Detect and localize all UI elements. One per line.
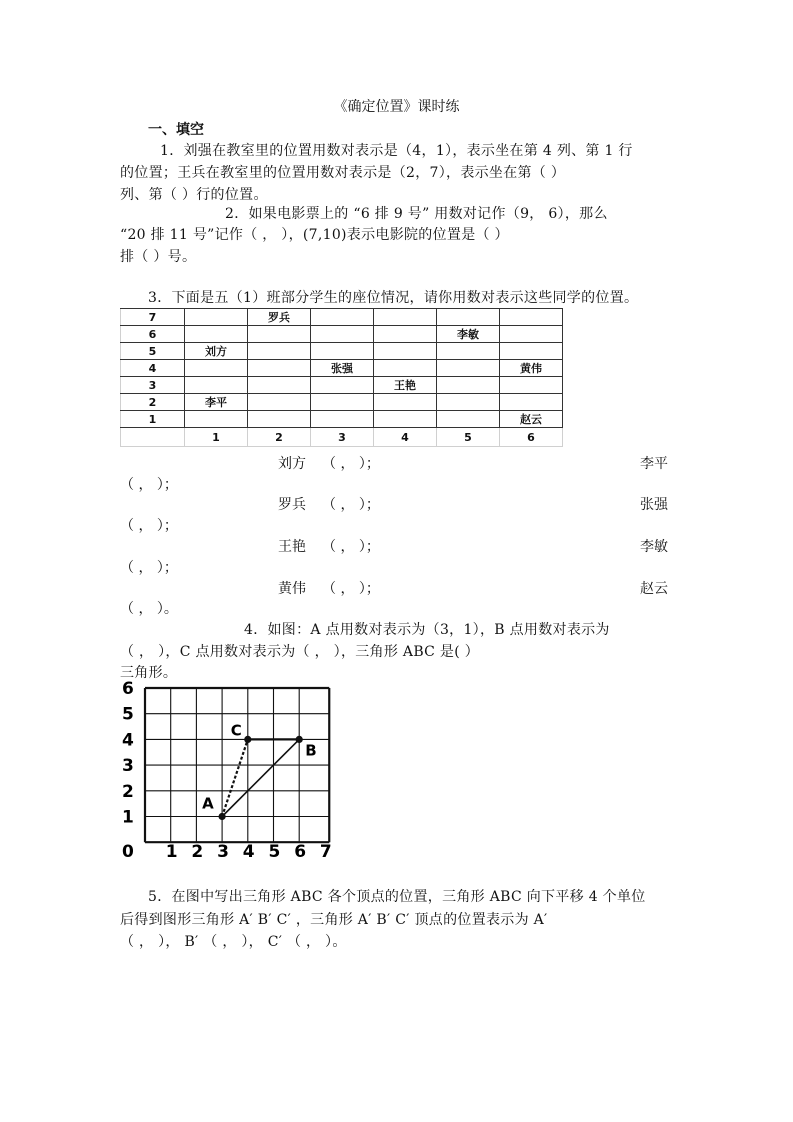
seat-cell: 张强 <box>311 360 374 377</box>
seat-row <box>121 360 563 377</box>
answer-name: 罗兵 <box>278 497 306 513</box>
seat-cell: 罗兵 <box>248 309 311 326</box>
q2-line3: 排（ ）号。 <box>120 249 197 265</box>
seat-cell: 王艳 <box>374 377 437 394</box>
point-label: C <box>230 721 242 740</box>
q1-line2: 的位置；王兵在教室里的位置用数对表示是（2，7），表示坐在第（ ） <box>120 165 566 181</box>
seat-cell <box>185 326 248 343</box>
q2-line2: “20 排 11 号”记作（ ， ），(7,10)表示电影院的位置是（ ） <box>120 227 509 243</box>
answer-blank: （ ， ）； <box>120 477 178 493</box>
column-axis <box>121 428 563 447</box>
seat-row <box>121 411 563 428</box>
seat-cell <box>185 377 248 394</box>
row-label: 2 <box>121 394 185 411</box>
seat-row <box>121 326 563 343</box>
y-axis-label: 5 <box>122 704 134 725</box>
row-label: 7 <box>121 309 185 326</box>
seat-row <box>121 377 563 394</box>
seat-cell: 李平 <box>185 394 248 411</box>
seat-cell <box>311 309 374 326</box>
seat-cell <box>185 309 248 326</box>
x-axis-label: 6 <box>294 842 307 862</box>
seat-cell <box>248 377 311 394</box>
q5-line2: 后得到图形三角形 A′ B′ C′ ，三角形 A′ B′ C′ 顶点的位置表示为 A′ <box>120 912 548 928</box>
point-label: B <box>305 741 317 760</box>
column-label: 3 <box>311 428 374 447</box>
page-title: 《确定位置》课时练 <box>333 99 460 115</box>
x-axis-label: 2 <box>191 842 204 862</box>
q4-line1: 4．如图：A 点用数对表示为（3，1），B 点用数对表示为 <box>244 622 610 638</box>
q1-line1: 1．刘强在教室里的位置用数对表示是（4，1），表示坐在第 4 列、第 1 行 <box>160 143 633 159</box>
row-label: 3 <box>121 377 185 394</box>
answer-name: 张强 <box>640 497 668 513</box>
answer-name: 刘方 <box>278 456 306 472</box>
seat-row <box>121 394 563 411</box>
seat-cell <box>374 360 437 377</box>
seat-cell <box>437 377 500 394</box>
seat-cell: 黄伟 <box>500 360 563 377</box>
x-axis-label: 0 <box>122 842 134 862</box>
seat-cell: 李敏 <box>437 326 500 343</box>
seat-cell <box>500 326 563 343</box>
seat-cell <box>311 326 374 343</box>
seat-cell <box>374 394 437 411</box>
seat-cell <box>437 360 500 377</box>
seat-cell <box>437 394 500 411</box>
row-label: 6 <box>121 326 185 343</box>
point-c <box>244 736 251 743</box>
row-label: 1 <box>121 411 185 428</box>
seat-cell <box>500 377 563 394</box>
grid-labels <box>122 680 332 862</box>
seat-row <box>121 343 563 360</box>
y-axis-label: 6 <box>122 680 134 699</box>
seat-cell <box>185 411 248 428</box>
seat-cell <box>437 411 500 428</box>
column-label: 1 <box>185 428 248 447</box>
seat-cell <box>311 377 374 394</box>
answer-name: 李敏 <box>640 539 668 555</box>
axis-corner <box>121 428 185 447</box>
triangle-edge <box>222 739 299 816</box>
seat-cell <box>500 309 563 326</box>
seat-cell <box>437 309 500 326</box>
q2-line1: 2．如果电影票上的 “6 排 9 号” 用数对记作（9， 6），那么 <box>225 206 608 222</box>
answer-name: 李平 <box>640 456 668 472</box>
answer-blank: （ ， ）。 <box>120 601 178 617</box>
y-axis-label: 3 <box>122 756 134 777</box>
seat-cell <box>311 394 374 411</box>
answer-blank: （ ， ）； <box>120 560 178 576</box>
seat-cell <box>500 343 563 360</box>
point-a <box>219 813 226 820</box>
row-label: 4 <box>121 360 185 377</box>
answer-blank: （ ， ）； <box>322 497 380 513</box>
seat-cell <box>311 343 374 360</box>
seat-row <box>121 309 563 326</box>
answer-blank: （ ， ）； <box>120 518 178 534</box>
x-axis-label: 1 <box>165 842 178 862</box>
seat-cell <box>248 326 311 343</box>
row-label: 5 <box>121 343 185 360</box>
grid-lines <box>145 688 329 842</box>
seat-cell <box>374 343 437 360</box>
y-axis-label: 1 <box>122 807 134 828</box>
coordinate-figure <box>118 680 348 862</box>
triangle-edge <box>222 739 248 816</box>
column-label: 4 <box>374 428 437 447</box>
seat-cell <box>374 411 437 428</box>
x-axis-label: 3 <box>217 842 229 862</box>
answer-name: 王艳 <box>278 539 306 555</box>
column-label: 5 <box>437 428 500 447</box>
seat-cell <box>248 343 311 360</box>
column-label: 6 <box>500 428 563 447</box>
q5-line3: （ ， ）， B′ （ ， ）， C′ （ ， ）。 <box>120 934 347 950</box>
seat-cell <box>185 360 248 377</box>
seat-cell <box>374 326 437 343</box>
seat-cell <box>437 343 500 360</box>
answer-name: 黄伟 <box>278 581 306 597</box>
column-label: 2 <box>248 428 311 447</box>
seat-cell <box>374 309 437 326</box>
answer-blank: （ ， ）； <box>322 581 380 597</box>
q4-line3: 三角形。 <box>120 665 178 681</box>
section-heading: 一、填空 <box>148 122 204 138</box>
point-label: A <box>202 794 214 813</box>
answer-name: 赵云 <box>640 581 668 597</box>
y-axis-label: 4 <box>122 730 134 751</box>
q3-intro: 3．下面是五（1）班部分学生的座位情况，请你用数对表示这些同学的位置。 <box>148 290 639 306</box>
answer-blank: （ ， ）； <box>322 456 380 472</box>
q4-line2: （ ， ），C 点用数对表示为（ ， ），三角形 ABC 是( ） <box>120 644 480 660</box>
seat-cell <box>248 394 311 411</box>
seat-cell: 刘方 <box>185 343 248 360</box>
point-b <box>296 736 303 743</box>
q5-line1: 5．在图中写出三角形 ABC 各个顶点的位置，三角形 ABC 向下平移 4 个单位 <box>148 889 646 905</box>
y-axis-label: 2 <box>122 781 134 802</box>
seat-cell: 赵云 <box>500 411 563 428</box>
seat-cell <box>248 360 311 377</box>
x-axis-label: 7 <box>319 842 332 862</box>
seat-table <box>120 308 563 447</box>
answer-blank: （ ， ）； <box>322 539 380 555</box>
q1-line3: 列、第（ ）行的位置。 <box>120 187 268 203</box>
x-axis-label: 5 <box>268 842 281 862</box>
seat-cell <box>248 411 311 428</box>
x-axis-label: 4 <box>242 842 255 862</box>
seat-cell <box>311 411 374 428</box>
seat-cell <box>500 394 563 411</box>
